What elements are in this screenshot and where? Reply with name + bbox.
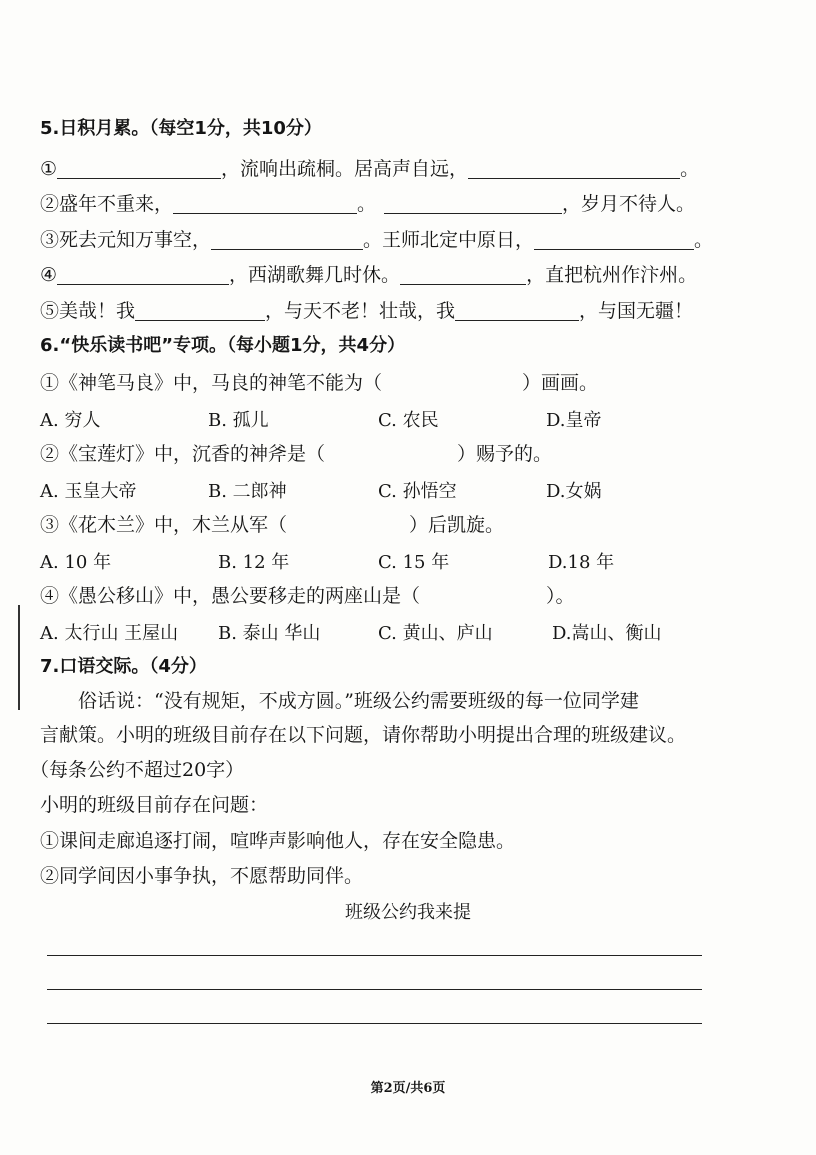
- fill-item-2: [40, 191, 695, 217]
- fill-item-3-suffix: 。: [694, 229, 714, 251]
- fill-item-4-prefix: ④: [40, 264, 58, 286]
- question-stem-text: ）赐予的。: [457, 443, 553, 465]
- fill-item-5-prefix: ⑤美哉！我: [40, 300, 136, 322]
- fill-item-4-mid: ，西湖歌舞几时休。: [229, 264, 401, 286]
- fill-item-1-suffix: 。: [680, 158, 700, 180]
- option-a[interactable]: A. 10 年: [40, 552, 112, 573]
- fill-item-4-suffix: ，直把杭州作汴州。: [526, 264, 698, 286]
- question-stem-text: ）画画。: [522, 372, 599, 394]
- question-stem-text: ②《宝莲灯》中，沉香的神斧是（: [40, 443, 326, 465]
- question-1-stem: [40, 370, 598, 396]
- option-a[interactable]: A. 穷人: [40, 410, 101, 431]
- answer-line[interactable]: [47, 955, 702, 956]
- option-c[interactable]: C. 15 年: [378, 552, 450, 573]
- option-a[interactable]: A. 玉皇大帝: [40, 481, 137, 502]
- fill-item-1: [40, 156, 699, 182]
- page-number: 第2页/共6页: [370, 1081, 446, 1096]
- fill-item-1-prefix: ①: [40, 158, 58, 180]
- problem-item-2: ②同学间因小事争执，不愿帮助同伴。: [40, 865, 364, 887]
- question-stem-text: ）。: [546, 585, 575, 607]
- section7-paragraph-line-1: 俗话说：“没有规矩，不成方圆。”班级公约需要班级的每一位同学建: [78, 690, 639, 712]
- section7-heading: 7.口语交际。（4分）: [40, 656, 207, 677]
- option-d[interactable]: D.皇帝: [546, 410, 602, 431]
- section5-heading: 5.日积月累。（每空1分，共10分）: [40, 118, 322, 139]
- fill-blank[interactable]: [384, 193, 562, 214]
- option-b[interactable]: B. 孤儿: [208, 410, 269, 431]
- section6-heading: 6.“快乐读书吧”专项。（每小题1分，共4分）: [40, 335, 406, 356]
- fill-blank[interactable]: [468, 158, 680, 179]
- question-stem-text: ④《愚公移山》中，愚公要移走的两座山是（: [40, 585, 421, 607]
- fill-item-1-mid: ，流响出疏桐。居高声自远，: [221, 158, 469, 180]
- answer-line[interactable]: [47, 989, 702, 990]
- question-3-stem: [40, 512, 504, 538]
- option-b[interactable]: B. 12 年: [218, 552, 290, 573]
- fill-blank[interactable]: [173, 193, 357, 214]
- question-stem-text: ）后凯旋。: [409, 514, 505, 536]
- problem-item-1: ①课间走廊追逐打闹，喧哗声影响他人，存在安全隐患。: [40, 830, 516, 852]
- question-stem-text: ①《神笔马良》中，马良的神笔不能为（: [40, 372, 383, 394]
- fill-blank[interactable]: [57, 158, 221, 179]
- option-a[interactable]: A. 太行山 王屋山: [40, 623, 179, 644]
- fill-blank[interactable]: [455, 300, 579, 321]
- option-d[interactable]: D.18 年: [548, 552, 615, 573]
- option-c[interactable]: C. 孙悟空: [378, 481, 457, 502]
- fill-item-3: [40, 227, 713, 253]
- fill-blank[interactable]: [135, 300, 265, 321]
- option-c[interactable]: C. 黄山、庐山: [378, 623, 493, 644]
- option-b[interactable]: B. 二郎神: [208, 481, 287, 502]
- fill-item-4: [40, 262, 697, 288]
- fill-item-3-prefix: ③死去元知万事空，: [40, 229, 212, 251]
- answer-line[interactable]: [47, 1023, 702, 1024]
- question-4-stem: [40, 583, 575, 609]
- option-d[interactable]: D.嵩山、衡山: [552, 623, 662, 644]
- scan-mark: [18, 605, 20, 710]
- fill-blank[interactable]: [211, 229, 363, 250]
- fill-blank[interactable]: [534, 229, 694, 250]
- fill-blank[interactable]: [400, 264, 526, 285]
- section7-paragraph-line-3: （每条公约不超过20字）: [30, 759, 245, 781]
- fill-item-5-mid: ，与天不老！壮哉，我: [265, 300, 456, 322]
- question-2-stem: [40, 441, 552, 467]
- option-b[interactable]: B. 泰山 华山: [218, 623, 321, 644]
- fill-item-3-mid: 。王师北定中原日，: [363, 229, 535, 251]
- fill-item-5-suffix: ，与国无疆！: [579, 300, 694, 322]
- option-d[interactable]: D.女娲: [546, 481, 602, 502]
- section7-paragraph-line-2: 言献策。小明的班级目前存在以下问题，请你帮助小明提出合理的班级建议。: [40, 724, 687, 746]
- problems-title: 小明的班级目前存在问题：: [40, 794, 269, 816]
- fill-item-2-prefix: ②盛年不重来，: [40, 193, 174, 215]
- option-c[interactable]: C. 农民: [378, 410, 439, 431]
- fill-item-2-suffix: ，岁月不待人。: [562, 193, 696, 215]
- fill-item-2-mid: 。: [357, 193, 377, 215]
- answer-area-title: 班级公约我来提: [345, 902, 471, 923]
- fill-blank[interactable]: [57, 264, 229, 285]
- question-stem-text: ③《花木兰》中，木兰从军（: [40, 514, 288, 536]
- fill-item-5: [40, 298, 693, 324]
